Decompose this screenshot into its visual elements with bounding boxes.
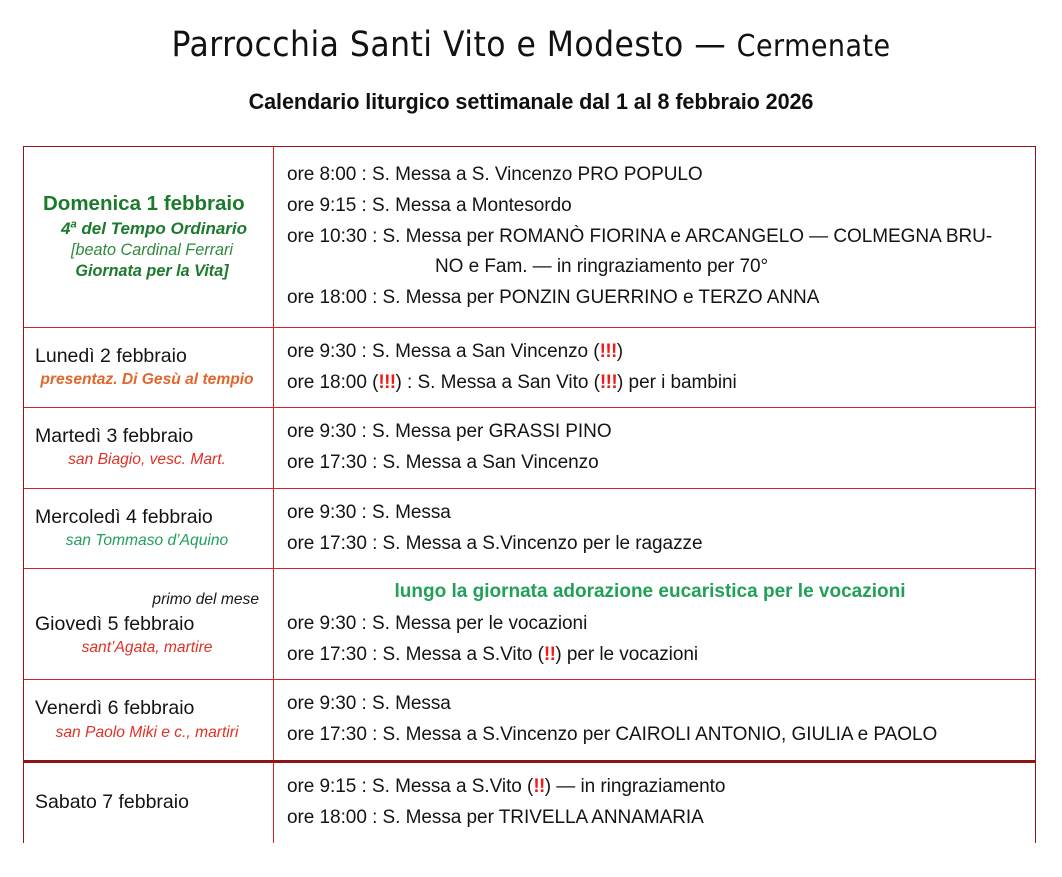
alert-marker: !! bbox=[543, 643, 556, 665]
table-row bbox=[24, 147, 1036, 328]
alert-marker: !! bbox=[533, 775, 545, 797]
event-line: ore 17:30 : S. Messa a S.Vincenzo per le ragazze bbox=[287, 532, 703, 554]
day-cell-saturday bbox=[24, 761, 274, 842]
events-cell-saturday bbox=[274, 761, 1036, 842]
table-row bbox=[24, 488, 1036, 569]
day-name: Domenica 1 febbraio bbox=[43, 192, 245, 216]
table-row bbox=[24, 327, 1036, 408]
day-cell-friday bbox=[24, 680, 274, 762]
event-text: ore 17:30 : S. Messa a S.Vito ( bbox=[287, 643, 544, 665]
event-line-continuation: NO e Fam. — in ringraziamento per 70° bbox=[435, 256, 769, 278]
event-line: ore 18:00 : S. Messa per PONZIN GUERRINO e TERZO ANNA bbox=[287, 287, 820, 309]
ordinario-superscript: a bbox=[70, 218, 77, 231]
event-line bbox=[287, 368, 1027, 399]
event-text: ore 9:15 : S. Messa a S.Vito ( bbox=[287, 775, 534, 797]
calendar-table bbox=[23, 146, 1036, 843]
day-cell-tuesday bbox=[24, 408, 274, 489]
day-subtitle: presentaz. Di Gesù al tempio bbox=[40, 370, 254, 388]
table-row bbox=[24, 680, 1036, 762]
events-cell-thursday bbox=[274, 569, 1036, 680]
parish-title-text: Parrocchia Santi Vito e Modesto — bbox=[171, 25, 737, 65]
day-name: Sabato 7 febbraio bbox=[35, 791, 189, 814]
event-text: ) : S. Messa a San Vito ( bbox=[395, 371, 600, 393]
page-subtitle: Calendario liturgico settimanale dal 1 al 8 febbraio 2026 bbox=[248, 88, 814, 114]
event-text: ) per le vocazioni bbox=[555, 643, 699, 665]
day-name: Mercoledì 4 febbraio bbox=[35, 505, 213, 528]
page-title bbox=[53, 0, 1009, 65]
event-line: ore 9:30 : S. Messa per le vocazioni bbox=[287, 612, 588, 634]
day-cell-wednesday bbox=[24, 488, 274, 569]
event-line: ore 9:30 : S. Messa per GRASSI PINO bbox=[287, 421, 612, 443]
event-line: ore 9:30 : S. Messa bbox=[287, 501, 451, 523]
day-subtitle: sant’Agata, martire bbox=[81, 639, 213, 657]
event-text: ) bbox=[616, 340, 624, 362]
day-subtitle: san Paolo Miki e c., martiri bbox=[55, 723, 239, 741]
event-text: ore 18:00 ( bbox=[287, 371, 379, 393]
day-subtitle: san Biagio, vesc. Mart. bbox=[68, 451, 226, 469]
ordinario-rest: del Tempo Ordinario bbox=[76, 219, 248, 239]
day-note-first-of-month: primo del mese bbox=[152, 591, 259, 609]
parish-place-text: Cermenate bbox=[736, 29, 891, 64]
event-line bbox=[287, 640, 1027, 671]
events-cell-monday bbox=[274, 327, 1036, 408]
day-name: Venerdì 6 febbraio bbox=[35, 697, 195, 720]
event-line: ore 17:30 : S. Messa a San Vincenzo bbox=[287, 452, 599, 474]
event-text: ) per i bambini bbox=[617, 371, 737, 393]
table-row bbox=[24, 569, 1036, 680]
alert-marker: !!! bbox=[378, 371, 396, 393]
events-cell-wednesday bbox=[274, 488, 1036, 569]
event-line: ore 9:15 : S. Messa a Montesordo bbox=[287, 194, 572, 216]
table-row bbox=[24, 408, 1036, 489]
alert-marker: !!! bbox=[599, 371, 618, 393]
alert-marker: !!! bbox=[599, 340, 617, 362]
events-cell-sunday bbox=[274, 147, 1036, 328]
day-cell-sunday bbox=[24, 147, 274, 328]
event-line bbox=[287, 337, 1027, 368]
day-cell-monday bbox=[24, 327, 274, 408]
events-cell-tuesday bbox=[274, 408, 1036, 489]
day-name: Lunedì 2 febbraio bbox=[35, 344, 187, 367]
day-cell-thursday bbox=[24, 569, 274, 680]
event-line bbox=[287, 772, 1027, 803]
ordinario-number: 4 bbox=[60, 219, 71, 239]
event-line: ore 9:30 : S. Messa bbox=[287, 693, 451, 715]
day-subtitle-bracket: [beato Cardinal Ferrari bbox=[71, 241, 233, 260]
events-cell-friday bbox=[274, 680, 1036, 762]
event-line: ore 17:30 : S. Messa a S.Vincenzo per CAIROLI ANTONIO, GIULIA e PAOLO bbox=[287, 724, 938, 746]
event-line: ore 10:30 : S. Messa per ROMANÒ FIORINA e ARCANGELO — COLMEGNA BRU- bbox=[287, 225, 993, 247]
day-subtitle: san Tommaso d’Aquino bbox=[65, 532, 229, 550]
event-text: ore 9:30 : S. Messa a San Vincenzo ( bbox=[287, 340, 600, 362]
day-subtitle-ordinario bbox=[35, 218, 259, 240]
day-name: Giovedì 5 febbraio bbox=[35, 612, 195, 635]
day-subtitle-giornata: Giornata per la Vita] bbox=[75, 262, 229, 281]
day-name: Martedì 3 febbraio bbox=[35, 425, 194, 448]
event-text: ) — in ringraziamento bbox=[544, 775, 726, 797]
table-row bbox=[24, 761, 1036, 842]
calendar-table-wrapper bbox=[23, 146, 1035, 843]
adoration-notice: lungo la giornata adorazione eucaristica per le vocazioni bbox=[394, 581, 906, 603]
event-line: ore 18:00 : S. Messa per TRIVELLA ANNAMARIA bbox=[287, 806, 704, 828]
event-line: ore 8:00 : S. Messa a S. Vincenzo PRO POPULO bbox=[287, 164, 703, 185]
